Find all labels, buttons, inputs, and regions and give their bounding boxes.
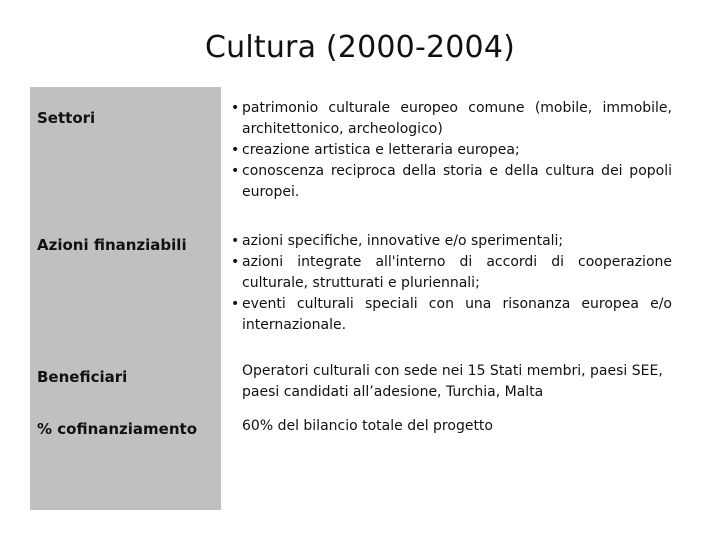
- azioni-list: [231, 231, 672, 336]
- row-label-settori: Settori: [37, 109, 96, 127]
- slide-title: Cultura (2000-2004): [204, 30, 516, 65]
- label-column-panel: [30, 87, 221, 510]
- list-item: • eventi culturali speciali con una risonanza europea e/o internazionale.: [231, 296, 672, 333]
- bullet-icon: •: [231, 142, 240, 158]
- row-label-beneficiari: Beneficiari: [37, 368, 128, 386]
- row-content-azioni-finanziabili: [231, 231, 672, 336]
- bullet-icon: •: [231, 254, 240, 270]
- cofinanziamento-text: 60% del bilancio totale del progetto: [242, 418, 493, 434]
- list-item: • creazione artistica e letteraria europea;: [231, 140, 672, 161]
- beneficiari-text: Operatori culturali con sede nei 15 Stati membri, paesi SEE, paesi candidati all’adesione, Turchia, Malta: [242, 363, 663, 400]
- settori-list: [231, 98, 672, 203]
- list-item: • conoscenza reciproca della storia e della cultura dei popoli europei.: [231, 163, 672, 200]
- bullet-icon: •: [231, 233, 240, 249]
- list-item: • azioni integrate all'interno di accordi di cooperazione culturale, strutturati e pluriennali;: [231, 254, 672, 291]
- bullet-icon: •: [231, 163, 240, 179]
- bullet-icon: •: [231, 100, 240, 116]
- row-label-azioni-finanziabili: Azioni finanziabili: [37, 236, 187, 254]
- bullet-icon: •: [231, 296, 240, 312]
- list-item: • azioni specifiche, innovative e/o sperimentali;: [231, 231, 672, 252]
- row-content-beneficiari: [231, 361, 672, 403]
- row-content-settori: [231, 98, 672, 203]
- list-item: • patrimonio culturale europeo comune (mobile, immobile, architettonico, archeologico): [231, 100, 672, 137]
- row-label-cofinanziamento: % cofinanziamento: [37, 420, 197, 438]
- row-content-cofinanziamento: [231, 416, 672, 437]
